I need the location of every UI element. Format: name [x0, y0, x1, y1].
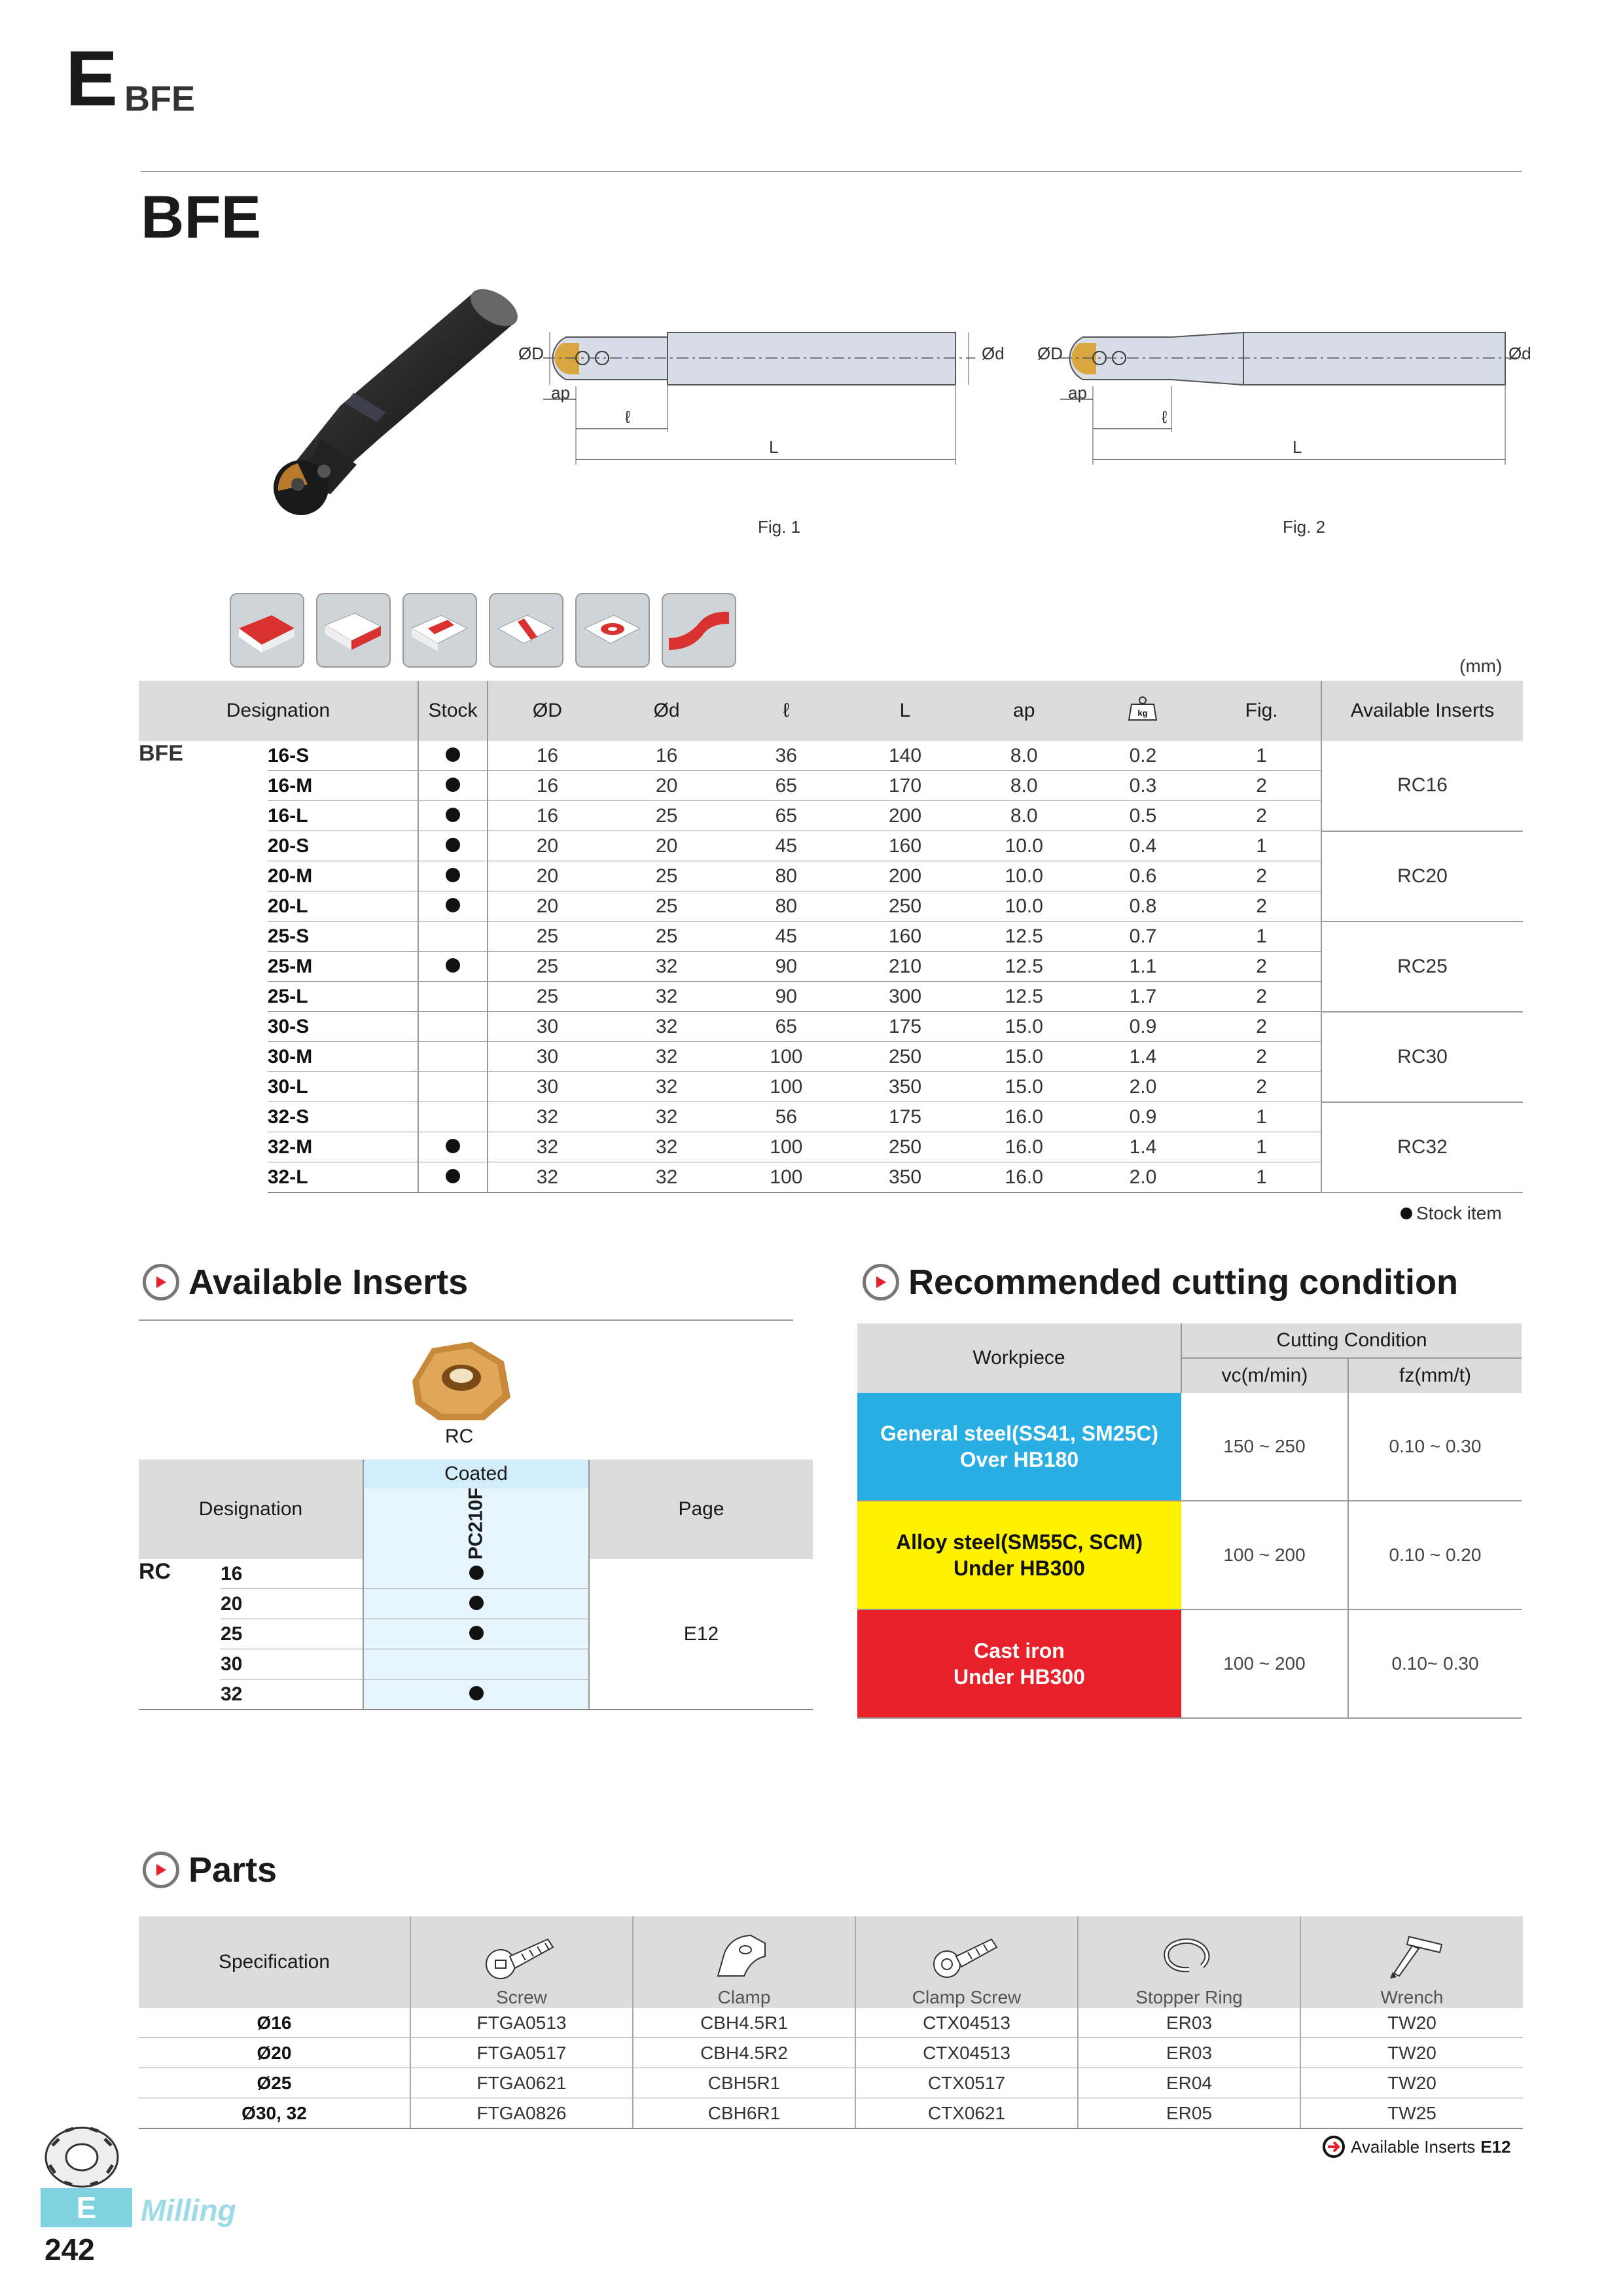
cutting-heading: Recommended cutting condition [863, 1262, 1458, 1302]
cell-fig: 2 [1202, 1072, 1321, 1102]
table-row [139, 952, 1523, 982]
designation-cell: 25-M [268, 952, 418, 982]
face-milling-icon [229, 592, 305, 668]
play-icon [143, 1852, 179, 1888]
cell-kg: 1.4 [1084, 1132, 1203, 1162]
stock-dot-icon [469, 1686, 484, 1700]
fig2-label-D: ØD [1037, 344, 1063, 363]
header-divider [141, 171, 1522, 172]
cell-L: 300 [846, 982, 965, 1012]
col-header-stock: Stock [418, 681, 488, 741]
cell-fig: 1 [1202, 922, 1321, 952]
cell-fig: 2 [1202, 1012, 1321, 1042]
table-row [139, 741, 1523, 771]
figure-2-drawing [1034, 314, 1544, 478]
cell-ap: 10.0 [965, 891, 1084, 922]
fig1-label-L: L [769, 437, 779, 457]
parts-col-stopper-ring: Stopper Ring [1078, 1916, 1300, 2008]
cell-l: 80 [726, 891, 846, 922]
inserts-table [139, 1460, 813, 1710]
cut-col-fz: fz(mm/t) [1348, 1358, 1522, 1393]
designation-cell: 30-L [268, 1072, 418, 1102]
stock-cell [418, 922, 488, 952]
stock-cell [418, 1072, 488, 1102]
cell-l: 65 [726, 1012, 846, 1042]
cell-d: 32 [607, 1012, 727, 1042]
cell-kg: 0.9 [1084, 1102, 1203, 1132]
cell-fig: 1 [1202, 1132, 1321, 1162]
designation-cell: 20-L [268, 891, 418, 922]
section-letter: E [65, 35, 118, 122]
fig1-label-ap: ap [551, 383, 570, 403]
spec-cell: Ø30, 32 [139, 2098, 410, 2129]
insert-stock-cell [363, 1679, 589, 1710]
cut-col-condition: Cutting Condition [1181, 1323, 1522, 1358]
table-row [139, 1162, 1523, 1193]
part-cell: TW20 [1300, 2008, 1523, 2038]
vc-cell: 150 ~ 250 [1181, 1393, 1348, 1501]
cell-l: 100 [726, 1162, 846, 1193]
cell-d: 25 [607, 801, 727, 831]
table-row [139, 771, 1523, 801]
table-row [139, 891, 1523, 922]
fz-cell: 0.10 ~ 0.20 [1348, 1501, 1522, 1609]
fig2-label-d: Ød [1508, 344, 1531, 363]
vc-cell: 100 ~ 200 [1181, 1609, 1348, 1718]
insert-size-cell: 16 [221, 1559, 363, 1589]
designation-cell: 20-M [268, 861, 418, 891]
cell-D: 25 [488, 922, 607, 952]
section-name: BFE [124, 79, 195, 118]
stock-dot-icon [446, 898, 460, 912]
cell-ap: 15.0 [965, 1042, 1084, 1072]
cell-l: 80 [726, 861, 846, 891]
cell-kg: 1.7 [1084, 982, 1203, 1012]
part-cell: TW20 [1300, 2038, 1523, 2068]
play-icon [143, 1264, 179, 1300]
cell-fig: 1 [1202, 831, 1321, 861]
part-cell: CTX0517 [855, 2068, 1078, 2098]
table-row [139, 1132, 1523, 1162]
cell-fig: 2 [1202, 1042, 1321, 1072]
stock-dot-icon [446, 1169, 460, 1183]
part-cell: CBH5R1 [633, 2068, 855, 2098]
table-row [139, 2008, 1523, 2038]
cell-fig: 2 [1202, 952, 1321, 982]
stock-dot-icon [1400, 1208, 1412, 1219]
cell-D: 20 [488, 861, 607, 891]
inserts-divider [139, 1319, 793, 1321]
part-cell: TW20 [1300, 2068, 1523, 2098]
designation-cell: 32-S [268, 1102, 418, 1132]
insert-stock-cell [363, 1649, 589, 1679]
parts-col-screw: Screw [410, 1916, 633, 2008]
stock-dot-icon [446, 958, 460, 973]
stock-cell [418, 741, 488, 771]
table-row [139, 831, 1523, 861]
svg-text:kg: kg [1137, 708, 1149, 718]
cell-ap: 16.0 [965, 1102, 1084, 1132]
page-title: BFE [141, 184, 261, 251]
table-row [139, 2068, 1523, 2098]
designation-cell: 25-L [268, 982, 418, 1012]
plunge-milling-icon [575, 592, 651, 668]
fig1-caption: Fig. 1 [758, 517, 801, 537]
cell-D: 30 [488, 1012, 607, 1042]
fig1-label-l: ℓ [625, 407, 631, 427]
cell-ap: 16.0 [965, 1132, 1084, 1162]
table-row [139, 1102, 1523, 1132]
cell-l: 90 [726, 952, 846, 982]
spec-table [139, 681, 1523, 1193]
cell-L: 140 [846, 741, 965, 771]
cell-L: 250 [846, 1042, 965, 1072]
inserts-cell: RC30 [1321, 1012, 1523, 1102]
fz-cell: 0.10~ 0.30 [1348, 1609, 1522, 1718]
cell-l: 36 [726, 741, 846, 771]
cell-fig: 2 [1202, 771, 1321, 801]
cell-fig: 2 [1202, 982, 1321, 1012]
stock-cell [418, 861, 488, 891]
fig2-label-l: ℓ [1162, 407, 1168, 427]
table-row [139, 1072, 1523, 1102]
fig2-caption: Fig. 2 [1283, 517, 1326, 537]
cell-D: 32 [488, 1102, 607, 1132]
part-cell: FTGA0513 [410, 2008, 633, 2038]
designation-cell: 25-S [268, 922, 418, 952]
cell-kg: 0.7 [1084, 922, 1203, 952]
parts-col-spec: Specification [139, 1916, 410, 2008]
cell-D: 32 [488, 1162, 607, 1193]
group-label: BFE [139, 741, 183, 766]
stock-cell [418, 771, 488, 801]
stock-dot-icon [446, 808, 460, 822]
cell-d: 25 [607, 922, 727, 952]
parts-col-clamp: Clamp [633, 1916, 855, 2008]
cell-D: 32 [488, 1132, 607, 1162]
designation-cell: 30-S [268, 1012, 418, 1042]
part-cell: CTX04513 [855, 2008, 1078, 2038]
cell-fig: 2 [1202, 891, 1321, 922]
cell-D: 25 [488, 952, 607, 982]
table-row [139, 1012, 1523, 1042]
part-cell: TW25 [1300, 2098, 1523, 2129]
col-header-d: Ød [607, 681, 727, 741]
cell-ap: 15.0 [965, 1012, 1084, 1042]
part-cell: FTGA0826 [410, 2098, 633, 2129]
designation-cell: 30-M [268, 1042, 418, 1072]
stock-legend [1400, 1203, 1502, 1224]
cell-kg: 0.8 [1084, 891, 1203, 922]
cell-fig: 2 [1202, 861, 1321, 891]
inserts-cell: RC32 [1321, 1102, 1523, 1193]
spec-cell: Ø20 [139, 2038, 410, 2068]
insert-size-cell: 25 [221, 1619, 363, 1649]
stock-cell [418, 831, 488, 861]
parts-heading: Parts [143, 1850, 277, 1890]
col-header-inserts: Available Inserts [1321, 681, 1523, 741]
col-header-D: ØD [488, 681, 607, 741]
cell-L: 160 [846, 922, 965, 952]
parts-col-wrench: Wrench [1300, 1916, 1523, 2008]
table-row [857, 1393, 1522, 1501]
cell-L: 350 [846, 1162, 965, 1193]
fig1-label-D: ØD [518, 344, 544, 363]
cell-fig: 1 [1202, 1102, 1321, 1132]
cell-kg: 0.6 [1084, 861, 1203, 891]
cell-d: 16 [607, 741, 727, 771]
cell-d: 32 [607, 1072, 727, 1102]
part-cell: ER03 [1078, 2008, 1300, 2038]
cell-D: 20 [488, 831, 607, 861]
stopper-ring-icon [1150, 1930, 1228, 1982]
ins-col-coated: Coated [363, 1460, 589, 1488]
table-row [139, 861, 1523, 891]
stock-cell [418, 952, 488, 982]
stock-dot-icon [446, 838, 460, 852]
part-cell: CTX04513 [855, 2038, 1078, 2068]
col-header-L: L [846, 681, 965, 741]
cell-ap: 12.5 [965, 982, 1084, 1012]
ins-col-grade: PC210F [363, 1488, 589, 1559]
col-header-l: ℓ [726, 681, 846, 741]
stock-dot-icon [446, 868, 460, 882]
cell-d: 25 [607, 891, 727, 922]
cell-ap: 15.0 [965, 1072, 1084, 1102]
table-row [139, 801, 1523, 831]
cell-ap: 8.0 [965, 741, 1084, 771]
cell-L: 175 [846, 1012, 965, 1042]
table-row [139, 922, 1523, 952]
cell-L: 160 [846, 831, 965, 861]
cell-kg: 0.9 [1084, 1012, 1203, 1042]
spec-cell: Ø25 [139, 2068, 410, 2098]
parts-col-clamp-screw: Clamp Screw [855, 1916, 1078, 2008]
cell-fig: 1 [1202, 1162, 1321, 1193]
stock-dot-icon [446, 747, 460, 762]
cell-l: 65 [726, 771, 846, 801]
table-row [857, 1609, 1522, 1718]
col-header-designation: Designation [139, 681, 418, 741]
cell-d: 20 [607, 771, 727, 801]
insert-name: RC [445, 1426, 474, 1447]
stock-cell [418, 1162, 488, 1193]
workpiece-cell: Cast iron Under HB300 [857, 1609, 1181, 1718]
col-header-weight [1084, 681, 1203, 741]
cell-D: 16 [488, 801, 607, 831]
part-cell: CBH4.5R2 [633, 2038, 855, 2068]
spec-cell: Ø16 [139, 2008, 410, 2038]
parts-table [139, 1916, 1523, 2129]
parts-footnote[interactable]: Available Inserts E12 [1322, 2135, 1511, 2159]
designation-cell: 16-S [268, 741, 418, 771]
cell-D: 30 [488, 1042, 607, 1072]
cell-d: 32 [607, 1132, 727, 1162]
cell-d: 20 [607, 831, 727, 861]
footer-section: Milling [141, 2193, 236, 2227]
tool-photo [190, 275, 543, 530]
cell-kg: 2.0 [1084, 1162, 1203, 1193]
stock-cell [418, 1102, 488, 1132]
slot-milling-icon [402, 592, 478, 668]
fz-cell: 0.10 ~ 0.30 [1348, 1393, 1522, 1501]
cell-ap: 12.5 [965, 952, 1084, 982]
cell-kg: 0.3 [1084, 771, 1203, 801]
insert-size-cell: 30 [221, 1649, 363, 1679]
cell-D: 16 [488, 741, 607, 771]
cell-kg: 0.2 [1084, 741, 1203, 771]
inserts-cell: RC25 [1321, 922, 1523, 1012]
part-cell: FTGA0517 [410, 2038, 633, 2068]
cell-d: 32 [607, 1042, 727, 1072]
cell-d: 32 [607, 952, 727, 982]
page-number: 242 [45, 2233, 95, 2267]
profile-milling-icon [661, 592, 737, 668]
stock-cell [418, 891, 488, 922]
insert-page-cell: E12 [589, 1559, 813, 1710]
application-icons [229, 592, 737, 668]
cell-L: 170 [846, 771, 965, 801]
cell-ap: 10.0 [965, 861, 1084, 891]
table-row [857, 1501, 1522, 1609]
cell-l: 45 [726, 922, 846, 952]
fig1-label-d: Ød [982, 344, 1005, 363]
cell-ap: 8.0 [965, 771, 1084, 801]
ins-col-designation: Designation [139, 1460, 363, 1559]
cell-ap: 16.0 [965, 1162, 1084, 1193]
designation-cell: 16-M [268, 771, 418, 801]
cell-L: 350 [846, 1072, 965, 1102]
cell-L: 200 [846, 801, 965, 831]
stock-dot-icon [446, 1139, 460, 1153]
cell-D: 20 [488, 891, 607, 922]
col-header-fig: Fig. [1202, 681, 1321, 741]
play-icon [863, 1264, 899, 1300]
cell-L: 200 [846, 861, 965, 891]
stock-legend-text: Stock item [1416, 1203, 1502, 1223]
part-cell: FTGA0621 [410, 2068, 633, 2098]
cell-kg: 1.4 [1084, 1042, 1203, 1072]
stock-cell [418, 1042, 488, 1072]
cell-l: 65 [726, 801, 846, 831]
stock-cell [418, 1132, 488, 1162]
cell-fig: 2 [1202, 801, 1321, 831]
part-cell: ER05 [1078, 2098, 1300, 2129]
table-row [139, 2098, 1523, 2129]
cell-L: 250 [846, 891, 965, 922]
shoulder-milling-icon [315, 592, 391, 668]
cell-ap: 8.0 [965, 801, 1084, 831]
part-cell: CBH4.5R1 [633, 2008, 855, 2038]
cell-l: 90 [726, 982, 846, 1012]
screw-icon [482, 1930, 561, 1982]
rc-insert-photo [399, 1335, 517, 1427]
insert-group-label: RC [139, 1559, 221, 1710]
cell-l: 100 [726, 1072, 846, 1102]
cell-d: 32 [607, 1102, 727, 1132]
insert-size-cell: 32 [221, 1679, 363, 1710]
section-tab[interactable]: E [41, 2188, 132, 2227]
workpiece-cell: Alloy steel(SM55C, SCM) Under HB300 [857, 1501, 1181, 1609]
cell-kg: 2.0 [1084, 1072, 1203, 1102]
cell-l: 56 [726, 1102, 846, 1132]
cell-D: 16 [488, 771, 607, 801]
cell-kg: 1.1 [1084, 952, 1203, 982]
weight-icon [1128, 695, 1158, 721]
fig2-label-L: L [1293, 437, 1302, 457]
cell-L: 210 [846, 952, 965, 982]
table-row [139, 1042, 1523, 1072]
table-row [139, 2038, 1523, 2068]
cut-col-workpiece: Workpiece [857, 1323, 1181, 1393]
cell-l: 100 [726, 1042, 846, 1072]
designation-cell: 32-M [268, 1132, 418, 1162]
available-inserts-heading: Available Inserts [143, 1262, 468, 1302]
cell-ap: 12.5 [965, 922, 1084, 952]
cell-D: 25 [488, 982, 607, 1012]
ins-col-page: Page [589, 1460, 813, 1559]
cell-kg: 0.5 [1084, 801, 1203, 831]
fig2-label-ap: ap [1068, 383, 1087, 403]
cell-d: 32 [607, 1162, 727, 1193]
clamp-screw-icon [927, 1930, 1006, 1982]
wrench-icon [1373, 1930, 1452, 1982]
milling-cutter-icon [39, 2119, 124, 2191]
part-cell: CBH6R1 [633, 2098, 855, 2129]
part-cell: ER04 [1078, 2068, 1300, 2098]
inserts-cell: RC16 [1321, 741, 1523, 831]
arrow-circle-icon [1322, 2135, 1346, 2159]
insert-size-cell: 20 [221, 1589, 363, 1619]
cell-d: 25 [607, 861, 727, 891]
designation-cell: 16-L [268, 801, 418, 831]
col-header-ap: ap [965, 681, 1084, 741]
inserts-cell: RC20 [1321, 831, 1523, 922]
pocket-milling-icon [488, 592, 564, 668]
cutting-table [857, 1323, 1522, 1719]
cell-l: 45 [726, 831, 846, 861]
cell-kg: 0.4 [1084, 831, 1203, 861]
cell-D: 30 [488, 1072, 607, 1102]
stock-cell [418, 982, 488, 1012]
stock-cell [418, 1012, 488, 1042]
part-cell: CTX0621 [855, 2098, 1078, 2129]
stock-dot-icon [446, 778, 460, 792]
unit-label: (mm) [1459, 656, 1503, 676]
workpiece-cell: General steel(SS41, SM25C) Over HB180 [857, 1393, 1181, 1501]
designation-cell: 32-L [268, 1162, 418, 1193]
designation-cell: 20-S [268, 831, 418, 861]
cell-L: 250 [846, 1132, 965, 1162]
cell-l: 100 [726, 1132, 846, 1162]
cell-d: 32 [607, 982, 727, 1012]
cell-L: 175 [846, 1102, 965, 1132]
clamp-icon [705, 1930, 783, 1982]
cell-ap: 10.0 [965, 831, 1084, 861]
cell-fig: 1 [1202, 741, 1321, 771]
stock-cell [418, 801, 488, 831]
vc-cell: 100 ~ 200 [1181, 1501, 1348, 1609]
table-row [139, 982, 1523, 1012]
cut-col-vc: vc(m/min) [1181, 1358, 1348, 1393]
part-cell: ER03 [1078, 2038, 1300, 2068]
